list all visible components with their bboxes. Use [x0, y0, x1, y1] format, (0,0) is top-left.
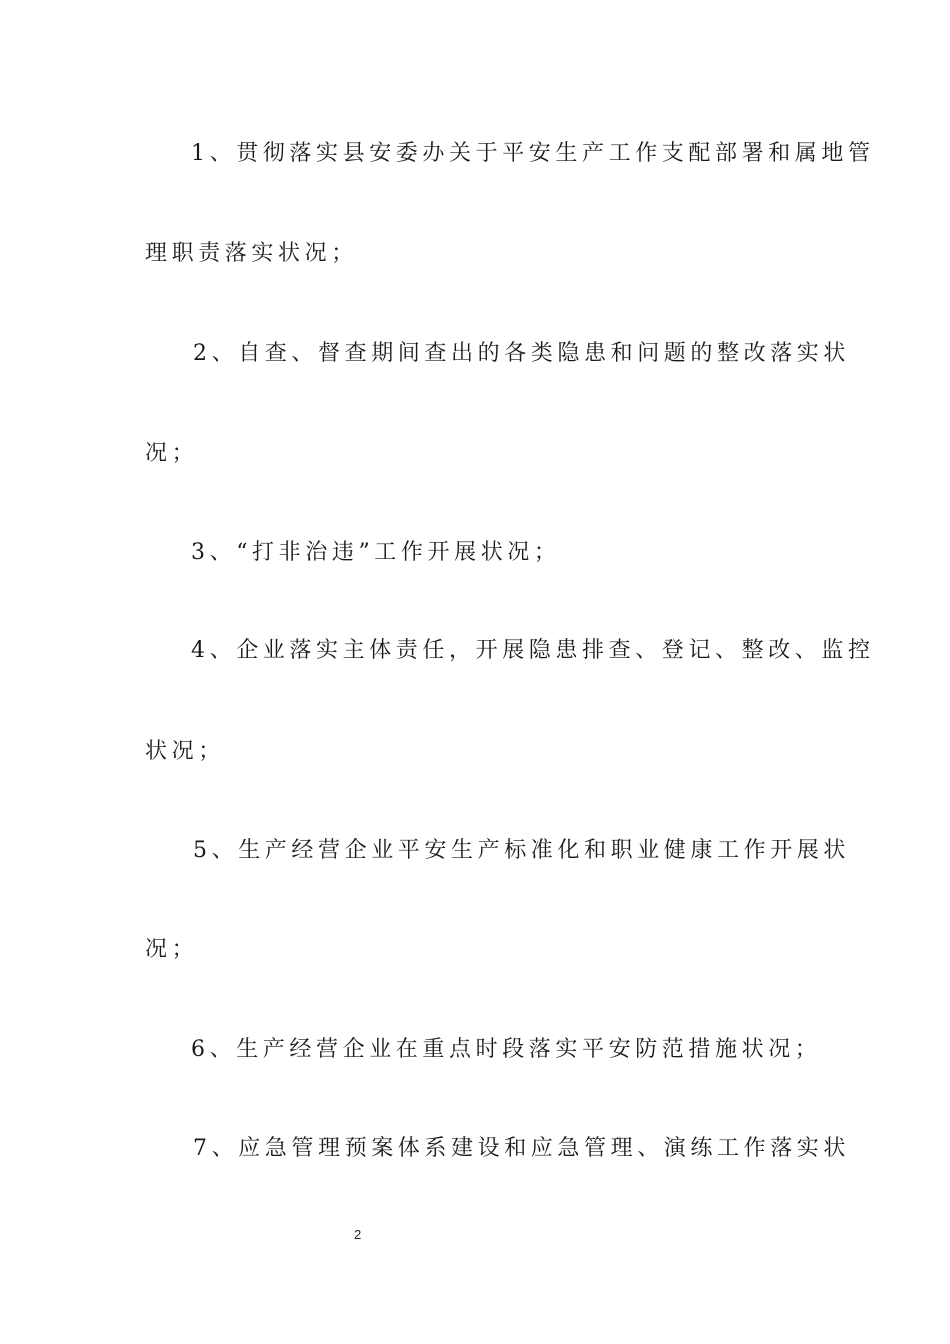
item-2-line-2: 况；: [145, 441, 199, 466]
item-7-line-1: 7、应急管理预案体系建设和应急管理、演练工作落实状: [193, 1136, 850, 1161]
item-4-line-1: 4、企业落实主体责任，开展隐患排查、登记、整改、监控: [191, 638, 875, 663]
item-2-line-1: 2、自查、督查期间查出的各类隐患和问题的整改落实状: [193, 341, 850, 366]
page-number: 2: [354, 1227, 362, 1242]
item-1-line-1: 1、贯彻落实县安委办关于平安生产工作支配部署和属地管: [191, 141, 875, 166]
item-5-line-2: 况；: [145, 937, 199, 962]
item-4-line-2: 状况；: [145, 739, 225, 764]
item-6-line-1: 6、生产经营企业在重点时段落实平安防范措施状况；: [191, 1037, 822, 1062]
item-5-line-1: 5、生产经营企业平安生产标准化和职业健康工作开展状: [193, 838, 850, 863]
item-3-line-1: 3、“打非治违”工作开展状况；: [191, 540, 561, 565]
item-1-line-2: 理职责落实状况；: [145, 241, 358, 266]
